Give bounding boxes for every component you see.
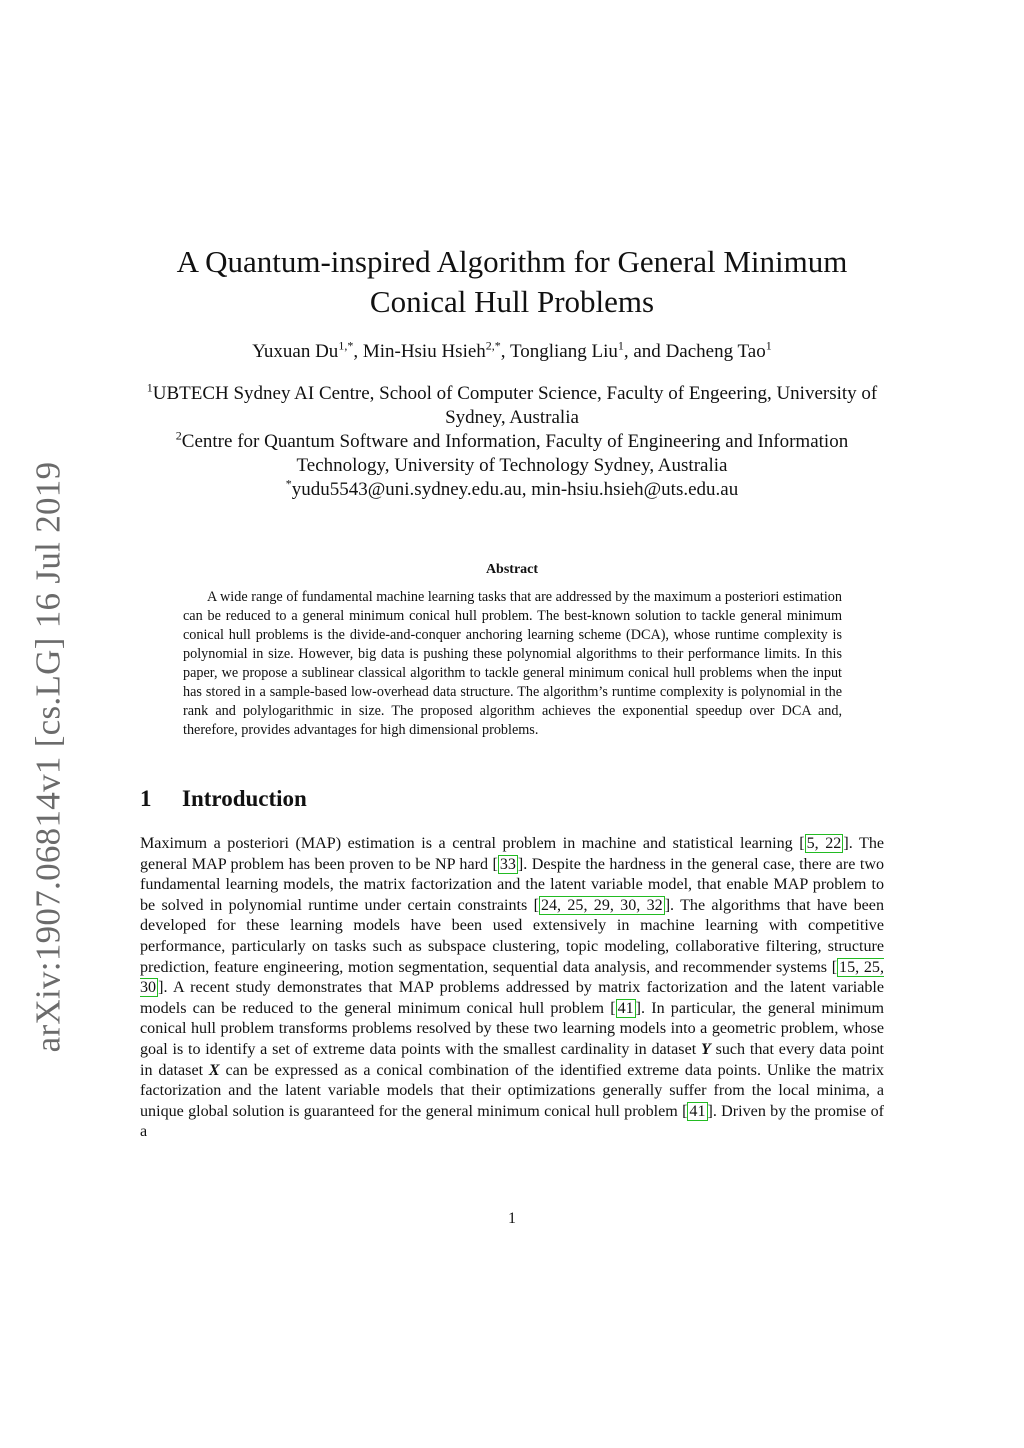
paragraph-text: . Driven by the promise of a [140, 1102, 884, 1141]
author-name: Yuxuan Du [252, 341, 339, 362]
math-variable: Y [700, 1040, 711, 1058]
author-affiliation-marker: 2,* [485, 338, 501, 353]
affiliation-marker: 2 [175, 428, 182, 443]
paragraph-text: such that every data point in dataset [140, 1040, 884, 1079]
paragraph-text: can be expressed as a conical combination of the identified extreme data points. Unlike the matrix factorization and the latent variable models that their optimizations generally suffer from the local minima, a unique global solution is guaranteed for the general minimum conical hull problem [140, 1061, 884, 1120]
affiliation-marker: * [285, 476, 292, 491]
section-title: Introduction [182, 786, 307, 811]
author-list [140, 340, 884, 364]
citation-link[interactable]: 41 [617, 999, 634, 1017]
paragraph-text: . In particular, the general minimum conical hull problem transforms problems resolved by these two learning models into a geometric problem, whose goal is to identify a set of extreme data points with the smallest cardinality in dataset [140, 999, 884, 1058]
citation-link[interactable]: 24, 25, 29, 30, 32 [540, 896, 663, 914]
affiliation-text: UBTECH Sydney AI Centre, School of Computer Science, Faculty of Engeering, University of Sydney, Australia [152, 383, 878, 428]
introduction-paragraph: Maximum a posteriori (MAP) estimation is a central problem in machine and statistical learning [ 5, 22 ]. The general MAP problem has been proven to be NP hard [ 33 ]. Despite the hardness in the general case, there are two fundamental learning models, the matrix factorization and the latent variable model, that enable MAP problem to be solved in polynomial runtime under certain constraints [ 24, 25, 29, 30, 32 ]. The algorithms that have been developed for these learning models have been used extensively in machine learning with competitive performance, particularly on tasks such as subspace clustering, topic modeling, collaborative filtering, structure prediction, feature engineering, motion segmentation, sequential data analysis, and recommender systems [ 15, 25, 30 ]. A recent study demonstrates that MAP problems addressed by matrix factorization and the latent variable models can be reduced to the general minimum conical hull problem [ 41 ]. In particular, the general minimum conical hull problem transforms problems resolved by these two learning models into a geometric problem, whose goal is to identify a set of extreme data points with the smallest cardinality in dataset Y such that every data point in dataset X can be expressed as a conical combination of the identified extreme data points. Unlike the matrix factorization and the latent variable models that their optimizations generally suffer from the local minima, a unique global solution is guaranteed for the general minimum conical hull problem [ 41 ]. Driven by the promise of a [140, 835, 885, 1141]
citation-link[interactable]: 41 [689, 1102, 706, 1120]
affiliation [140, 430, 884, 478]
math-variable: X [208, 1061, 220, 1079]
email-text: yudu5543@uni.sydney.edu.au, min-hsiu.hsieh@uts.edu.au [291, 479, 739, 500]
section-heading [140, 786, 307, 812]
arxiv-identifier: arXiv:1907.06814v1 [cs.LG] 16 Jul 2019 [28, 461, 67, 1053]
section-number: 1 [140, 786, 152, 811]
affiliation-list [140, 382, 884, 502]
author-affiliation-marker: 1,* [338, 338, 354, 353]
author-separator: , [353, 341, 363, 362]
abstract-heading: Abstract [485, 562, 539, 577]
paragraph-text: . A recent study demonstrates that MAP problems addressed by matrix factorization and the latent variable models can be reduced to the general minimum conical hull problem [140, 979, 884, 1017]
author-affiliation-marker: 1 [765, 338, 772, 353]
affiliation-marker: 1 [146, 380, 153, 395]
paragraph-text: . The general MAP problem has been proven to be NP hard [140, 835, 885, 873]
paper-title: A Quantum-inspired Algorithm for General Minimum Conical Hull Problems [176, 244, 848, 319]
citation-link[interactable]: 33 [499, 855, 516, 873]
author-name: Min-Hsiu Hsieh [362, 341, 486, 362]
page-number: 1 [508, 1210, 516, 1227]
author-name: Dacheng Tao [665, 341, 766, 362]
author-separator: , [500, 341, 510, 362]
arxiv-stamp [28, 462, 68, 1052]
paragraph-text: . The algorithms that have been developed for these learning models have been used extensively in machine learning with competitive performance, particularly on tasks such as subspace clustering, topic modeling, collaborative filtering, structure prediction, feature engineering, motion segmentation, sequential data analysis, and recommender systems [140, 896, 884, 976]
author-affiliation-marker: 1 [617, 338, 624, 353]
author-separator: , and [623, 341, 666, 362]
citation-link[interactable]: 5, 22 [806, 835, 842, 852]
author-name: Tongliang Liu [509, 341, 618, 362]
contact-emails [140, 478, 884, 502]
affiliation [140, 382, 884, 430]
abstract-text: A wide range of fundamental machine learning tasks that are addressed by the maximum a posteriori estimation can be reduced to a general minimum conical hull problem. The best-known solution to tackle general minimum conical hull problems is the divide-and-conquer anchoring learning scheme (DCA), whose runtime complexity is polynomial in size. However, big data is pushing these polynomial algorithms to their performance limits. In this paper, we propose a sublinear classical algorithm to tackle general minimum conical hull problems when the input has stored in a sample-based low-overhead data structure. The algorithm’s runtime complexity is polynomial in the rank and polylogarithmic in size. The proposed algorithm achieves the exponential speedup over DCA and, therefore, provides advantages for high dimensional problems. [183, 589, 842, 738]
paragraph-text: . Despite the hardness in the general case, there are two fundamental learning models, the matrix factorization and the latent variable model, that enable MAP problem to be solved in polynomial runtime under certain constraints [140, 855, 884, 914]
paragraph-text: Maximum a posteriori (MAP) estimation is a central problem in machine and statistical learning [140, 835, 800, 852]
affiliation-text: Centre for Quantum Software and Information, Faculty of Engineering and Information Technology, University of Technology Sydney, Australia [181, 431, 849, 476]
citation-link[interactable]: 15, 25, 30 [140, 958, 884, 997]
